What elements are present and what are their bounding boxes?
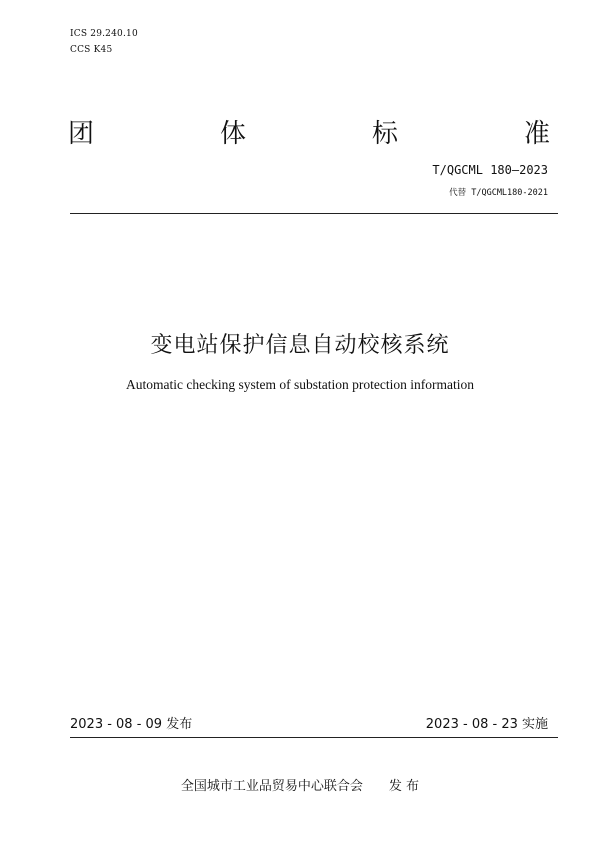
title-english: Automatic checking system of substation protection information [126,377,474,392]
banner-char-3: 标 [371,118,398,149]
ccs-code: CCS K45 [70,45,113,55]
header-divider [70,213,558,214]
banner-char-1: 团 [68,118,95,149]
ics-code: ICS 29.240.10 [70,29,138,39]
banner-char-4: 准 [523,118,550,149]
implement-date: 2023 - 08 - 23 实施 [425,717,548,732]
footer-divider [70,737,558,738]
standard-code: T/QGCML 180—2023 [432,163,548,177]
banner-char-2: 体 [219,118,246,149]
issuing-organization: 全国城市工业品贸易中心联合会 发 布 [180,779,420,794]
standard-type-banner [68,114,550,148]
publish-date: 2023 - 08 - 09 发布 [70,717,193,732]
title-chinese: 变电站保护信息自动校核系统 [150,333,450,358]
replaces-note: 代替 T/QGCML180-2021 [449,188,548,198]
